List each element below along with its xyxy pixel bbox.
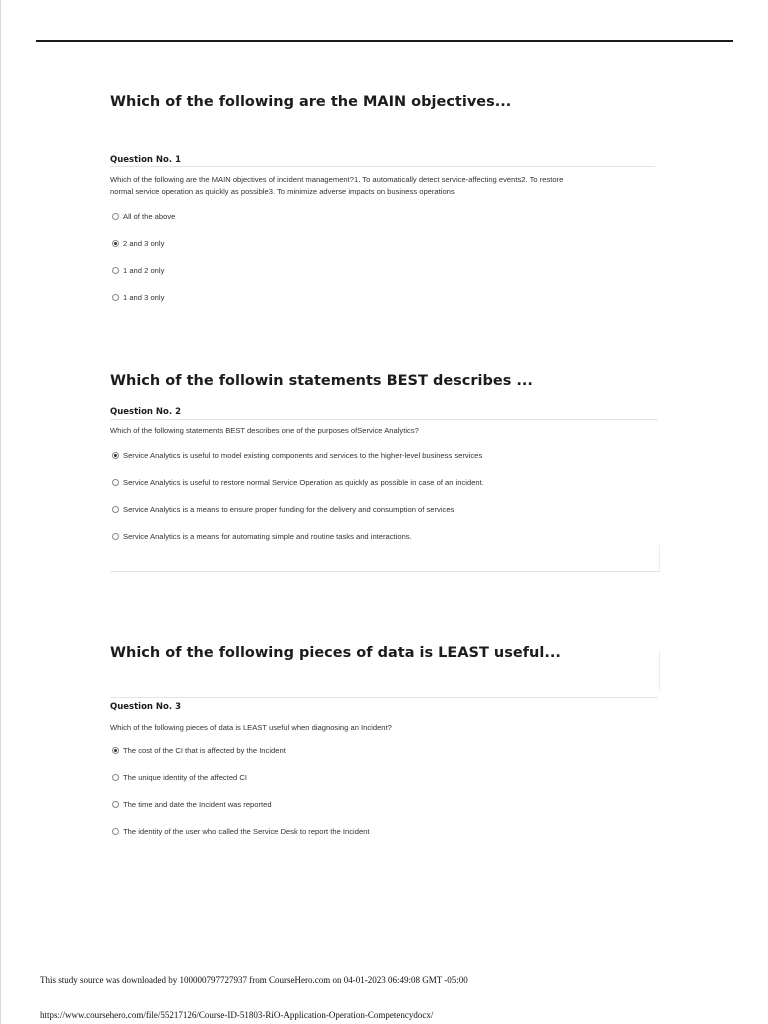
question-text-line: Which of the following are the MAIN objectives of incident management?1. To automatically detect service-affecting events2. To restore xyxy=(110,175,564,184)
answer-option[interactable] xyxy=(112,239,164,248)
answer-option-label: Service Analytics is useful to restore normal Service Operation as quickly as possible in case of an incident. xyxy=(123,478,484,487)
radio-unchecked-icon[interactable] xyxy=(112,506,119,513)
radio-unchecked-icon[interactable] xyxy=(112,479,119,486)
radio-checked-icon[interactable] xyxy=(112,452,119,459)
question-number: Question No. 2 xyxy=(110,407,181,417)
answer-option-label: Service Analytics is a means to ensure proper funding for the delivery and consumption of services xyxy=(123,505,455,514)
top-divider xyxy=(36,40,733,42)
radio-unchecked-icon[interactable] xyxy=(112,294,119,301)
answer-option[interactable] xyxy=(112,505,454,514)
radio-unchecked-icon[interactable] xyxy=(112,828,119,835)
download-notice: This study source was downloaded by 100000797727937 from CourseHero.com on 04-01-2023 06:49:08 GMT -05:00 xyxy=(40,975,468,985)
answer-option-label: Service Analytics is useful to model existing components and services to the higher-level business services xyxy=(123,451,483,460)
answer-option[interactable] xyxy=(112,532,412,541)
question-text-line: normal service operation as quickly as possible3. To minimize adverse impacts on business operations xyxy=(110,187,455,196)
radio-checked-icon[interactable] xyxy=(112,240,119,247)
answer-option-label: The time and date the Incident was reported xyxy=(123,800,272,809)
question-heading: Which of the followin statements BEST describes ... xyxy=(110,373,533,389)
question-heading: Which of the following pieces of data is LEAST useful... xyxy=(110,645,561,661)
page-edge xyxy=(0,0,1,1024)
answer-option[interactable] xyxy=(112,746,286,755)
answer-option[interactable] xyxy=(112,293,164,302)
answer-option-label: The cost of the CI that is affected by the Incident xyxy=(123,746,286,755)
block-bottom-divider xyxy=(110,571,660,572)
radio-unchecked-icon[interactable] xyxy=(112,774,119,781)
question-text-line: Which of the following statements BEST describes one of the purposes ofService Analytics? xyxy=(110,426,419,435)
answer-option[interactable] xyxy=(112,212,175,221)
source-url[interactable]: https://www.coursehero.com/file/55217126/Course-ID-51803-RiO-Application-Operation-Competencydocx/ xyxy=(40,1010,434,1020)
answer-option-label: 1 and 3 only xyxy=(123,293,165,302)
answer-option[interactable] xyxy=(112,827,370,836)
answer-option[interactable] xyxy=(112,266,164,275)
answer-option-label: All of the above xyxy=(123,212,176,221)
question-text-line: Which of the following pieces of data is LEAST useful when diagnosing an Incident? xyxy=(110,723,392,732)
answer-option-label: 2 and 3 only xyxy=(123,239,165,248)
answer-option-label: 1 and 2 only xyxy=(123,266,165,275)
radio-checked-icon[interactable] xyxy=(112,747,119,754)
question-heading: Which of the following are the MAIN objectives... xyxy=(110,94,512,110)
radio-unchecked-icon[interactable] xyxy=(112,801,119,808)
question-divider xyxy=(110,697,658,698)
panel-border xyxy=(659,650,660,690)
answer-option-label: The identity of the user who called the Service Desk to report the Incident xyxy=(123,827,370,836)
question-number: Question No. 3 xyxy=(110,702,181,712)
radio-unchecked-icon[interactable] xyxy=(112,267,119,274)
question-number: Question No. 1 xyxy=(110,155,181,165)
radio-unchecked-icon[interactable] xyxy=(112,213,119,220)
question-block-1 xyxy=(110,94,660,302)
answer-option-label: Service Analytics is a means for automating simple and routine tasks and interactions. xyxy=(123,532,412,541)
question-block-3 xyxy=(110,645,660,836)
answer-option[interactable] xyxy=(112,773,247,782)
panel-border xyxy=(659,545,660,571)
answer-option[interactable] xyxy=(112,451,482,460)
answer-option-label: The unique identity of the affected CI xyxy=(123,773,247,782)
radio-unchecked-icon[interactable] xyxy=(112,533,119,540)
answer-option[interactable] xyxy=(112,478,484,487)
question-divider xyxy=(110,419,658,420)
question-block-2 xyxy=(110,373,660,541)
answer-option[interactable] xyxy=(112,800,272,809)
question-divider xyxy=(110,166,655,167)
